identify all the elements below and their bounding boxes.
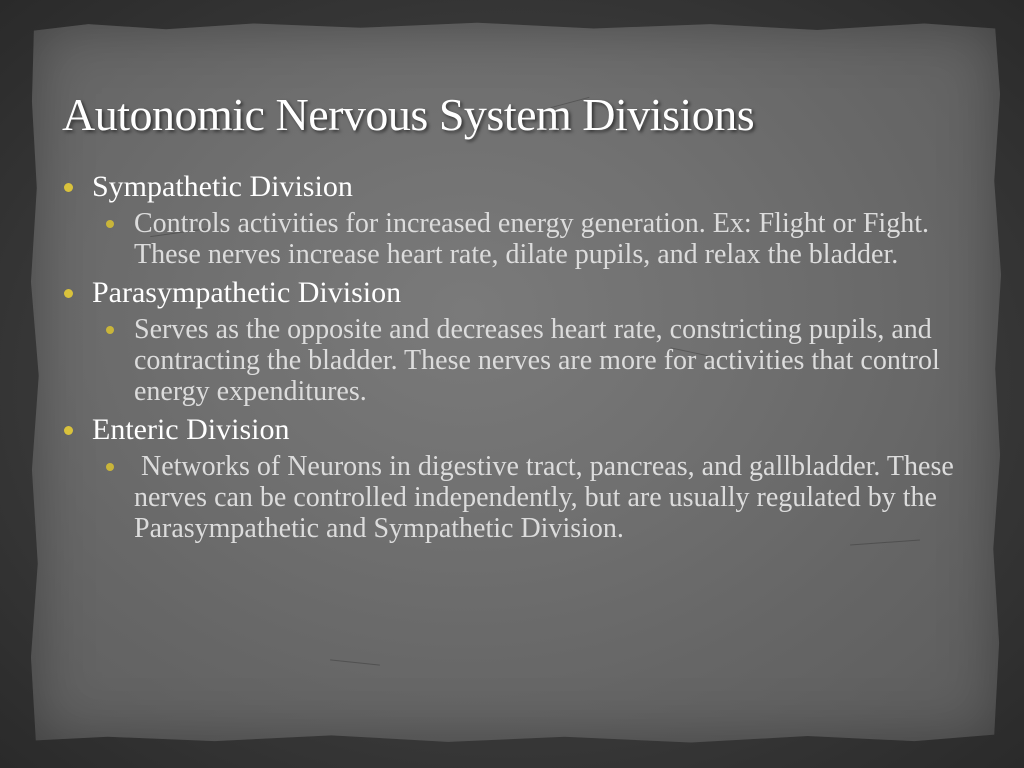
- sub-bullet-sympathetic: [62, 208, 962, 270]
- bullet-heading: Enteric Division: [92, 413, 290, 446]
- bullet-item-enteric: [62, 413, 962, 447]
- bullet-heading: Sympathetic Division: [92, 170, 353, 203]
- sub-bullet-enteric: [62, 451, 962, 544]
- texture-scratch: [330, 659, 380, 665]
- bullet-list: [62, 170, 962, 550]
- bullet-dot-icon: [64, 426, 73, 435]
- slide-title: Autonomic Nervous System Divisions: [62, 89, 755, 140]
- bullet-dot-icon: [106, 326, 114, 334]
- sub-bullet-text: Networks of Neurons in digestive tract, pancreas, and gallbladder. These nerves can be controlled independently, but are usually regulated by the Parasympathetic and Sympathetic Division.: [134, 451, 961, 544]
- bullet-heading: Parasympathetic Division: [92, 276, 402, 309]
- bullet-dot-icon: [106, 463, 114, 471]
- bullet-dot-icon: [64, 289, 73, 298]
- bullet-item-sympathetic: [62, 170, 962, 204]
- sub-bullet-text: Controls activities for increased energy generation. Ex: Flight or Fight. These nerves increase heart rate, dilate pupils, and relax the bladder.: [134, 208, 929, 270]
- sub-bullet-parasympathetic: [62, 314, 962, 407]
- sub-bullet-text: Serves as the opposite and decreases heart rate, constricting pupils, and contracting the bladder. These nerves are more for activities that control energy expenditures.: [134, 314, 940, 407]
- bullet-dot-icon: [106, 220, 114, 228]
- bullet-dot-icon: [64, 183, 73, 192]
- bullet-item-parasympathetic: [62, 276, 962, 310]
